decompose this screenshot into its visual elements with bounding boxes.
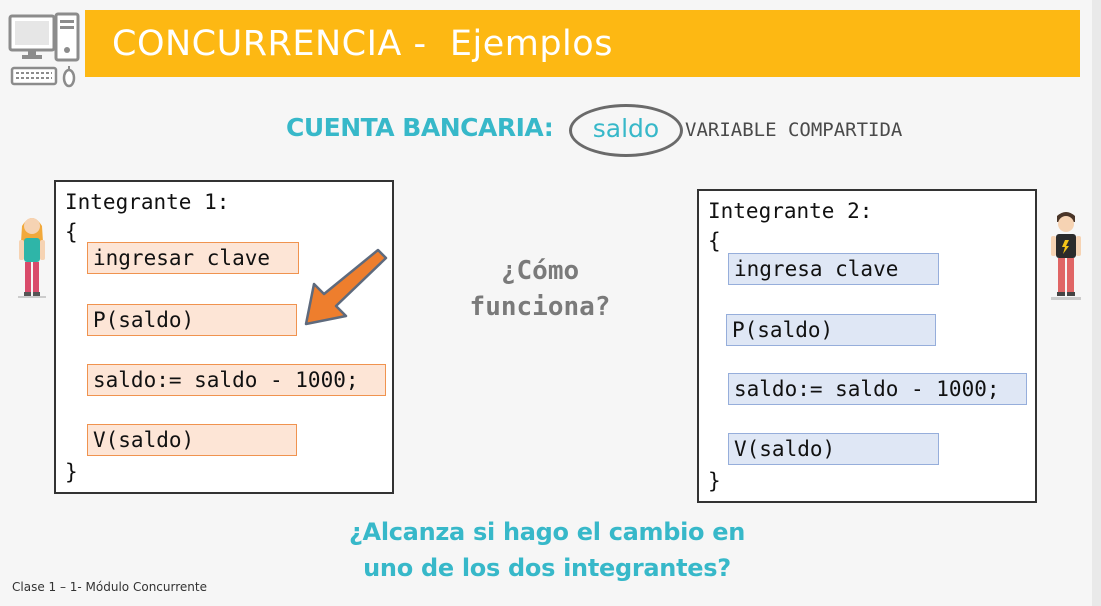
integrante-2-box [697, 189, 1037, 503]
integrante-1-close-brace: } [65, 460, 78, 484]
slide-edge [1092, 0, 1101, 606]
bottom-question [300, 514, 794, 586]
integrante-2-statement: saldo:= saldo - 1000; [728, 373, 1027, 405]
bottom-question-line-2: uno de los dos integrantes? [363, 554, 731, 582]
integrante-2-statement: P(saldo) [726, 314, 936, 346]
subtitle-highlight [569, 104, 681, 154]
footer-text: Clase 1 – 1- Módulo Concurrente [12, 580, 207, 594]
integrante-2-title: Integrante 2: [708, 199, 873, 223]
page-title: CONCURRENCIA - Ejemplos [112, 24, 613, 64]
integrante-1-statement: P(saldo) [87, 304, 297, 336]
subtitle-highlight-word: saldo [592, 114, 660, 143]
header-bar [85, 10, 1080, 77]
subtitle-label: CUENTA BANCARIA: [286, 113, 554, 142]
integrante-2-open-brace: { [708, 229, 721, 253]
center-question-line-1: ¿Cómo [500, 256, 580, 286]
computer-icon [8, 12, 82, 90]
bottom-question-line-1: ¿Alcanza si hago el cambio en [348, 518, 746, 546]
integrante-1-statement: V(saldo) [87, 424, 297, 456]
integrante-1-statement: saldo:= saldo - 1000; [87, 364, 386, 396]
subtitle-note: VARIABLE COMPARTIDA [685, 119, 903, 141]
arrow-icon [300, 244, 390, 330]
woman-icon [16, 212, 48, 304]
integrante-2-statement: ingresa clave [728, 253, 939, 285]
integrante-1-title: Integrante 1: [65, 190, 230, 214]
integrante-1-statement: ingresar clave [87, 242, 299, 274]
integrante-2-statement: V(saldo) [728, 433, 939, 465]
integrante-2-close-brace: } [708, 469, 721, 493]
integrante-1-open-brace: { [65, 220, 78, 244]
center-question-line-2: funciona? [469, 292, 611, 322]
man-icon [1048, 208, 1084, 304]
integrante-1-box [54, 180, 394, 494]
center-question [440, 253, 640, 325]
